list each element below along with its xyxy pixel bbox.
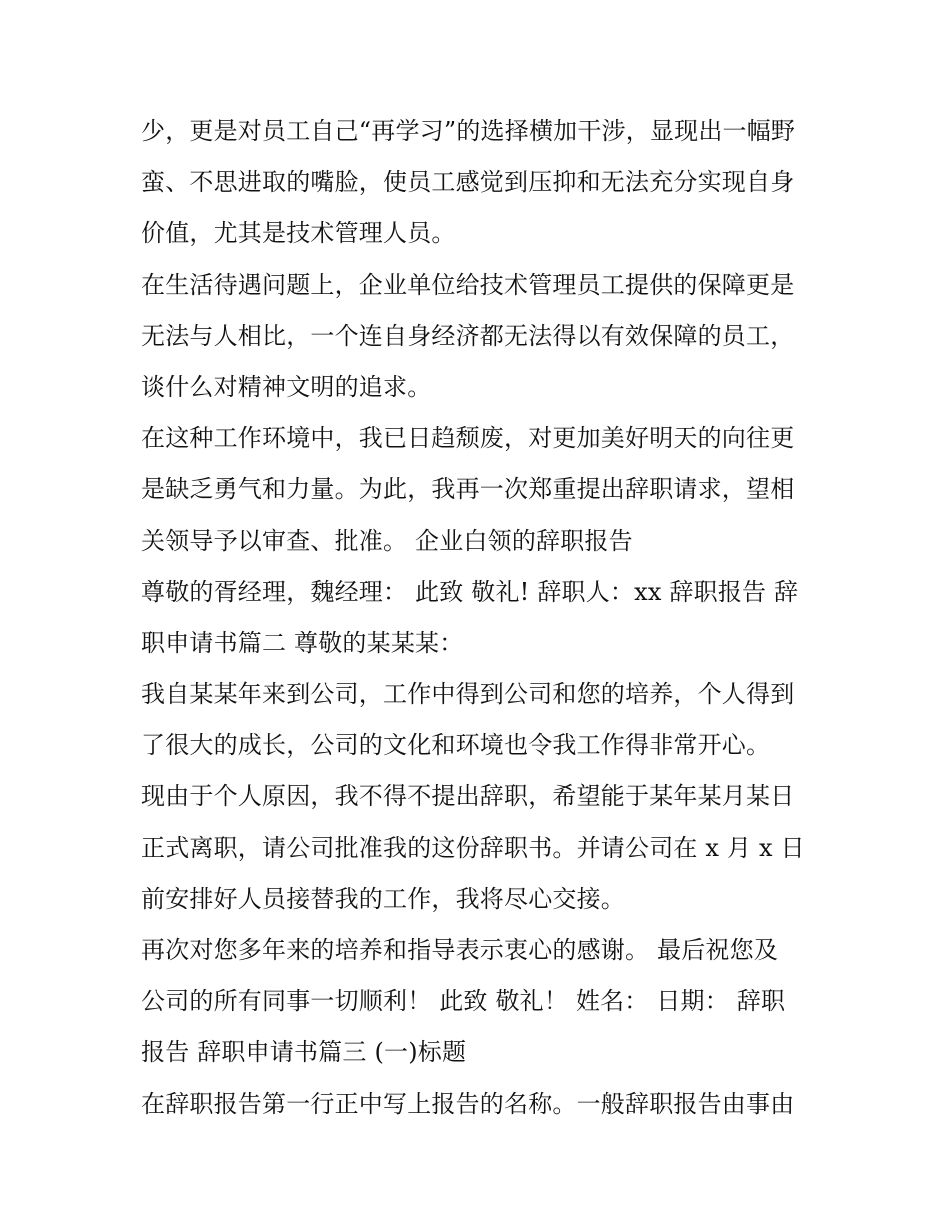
text-line: 报告 辞职申请书篇三 (一)标题	[141, 1038, 467, 1067]
text-line: 职申请书篇二 尊敬的某某某：	[141, 628, 464, 657]
paragraph-6	[141, 771, 821, 925]
document-body	[141, 106, 821, 1130]
text-line: 再次对您多年来的培养和指导表示衷心的感谢。 最后祝您及	[141, 936, 779, 964]
text-line: 尊敬的胥经理，魏经理： 此致 敬礼! 辞职人：xx 辞职报告 辞	[141, 577, 799, 606]
text-line: 少，更是对员工自己“再学习”的选择横加干涉，显现出一幅野	[141, 117, 796, 145]
text-line: 在这种工作环境中，我已日趋颓废，对更加美好明天的向往更	[141, 424, 795, 453]
text-line: 正式离职，请公司批准我的这份辞职书。并请公司在 x 月 x 日	[141, 833, 805, 862]
paragraph-3	[141, 413, 821, 567]
paragraph-1	[141, 106, 821, 260]
text-line: 是缺乏勇气和力量。为此，我再一次郑重提出辞职请求，望相	[141, 475, 795, 504]
text-line: 无法与人相比，一个连自身经济都无法得以有效保障的员工，	[141, 321, 795, 350]
text-line: 在辞职报告第一行正中写上报告的名称。一般辞职报告由事由	[141, 1089, 795, 1118]
text-line: 了很大的成长，公司的文化和环境也令我工作得非常开心。	[141, 731, 771, 760]
text-line: 谈什么对精神文明的追求。	[141, 372, 432, 401]
text-line: 价值，尤其是技术管理人员。	[141, 219, 456, 248]
text-line: 关领导予以审查、批准。 企业白领的辞职报告	[141, 526, 633, 555]
paragraph-4	[141, 567, 821, 669]
text-line: 前安排好人员接替我的工作，我将尽心交接。	[141, 884, 625, 913]
text-line: 现由于个人原因，我不得不提出辞职，希望能于某年某月某日	[141, 782, 795, 811]
text-line: 我自某某年来到公司，工作中得到公司和您的培养，个人得到	[141, 680, 795, 709]
paragraph-8	[141, 1079, 821, 1130]
paragraph-2	[141, 260, 821, 414]
text-line: 公司的所有同事一切顺利！ 此致 敬礼！ 姓名： 日期： 辞职	[141, 987, 786, 1016]
paragraph-7	[141, 925, 821, 1079]
text-line: 蛮、不思进取的嘴脸，使员工感觉到压抑和无法充分实现自身	[141, 168, 795, 197]
text-line: 在生活待遇问题上，企业单位给技术管理员工提供的保障更是	[141, 270, 795, 299]
paragraph-5	[141, 669, 821, 771]
